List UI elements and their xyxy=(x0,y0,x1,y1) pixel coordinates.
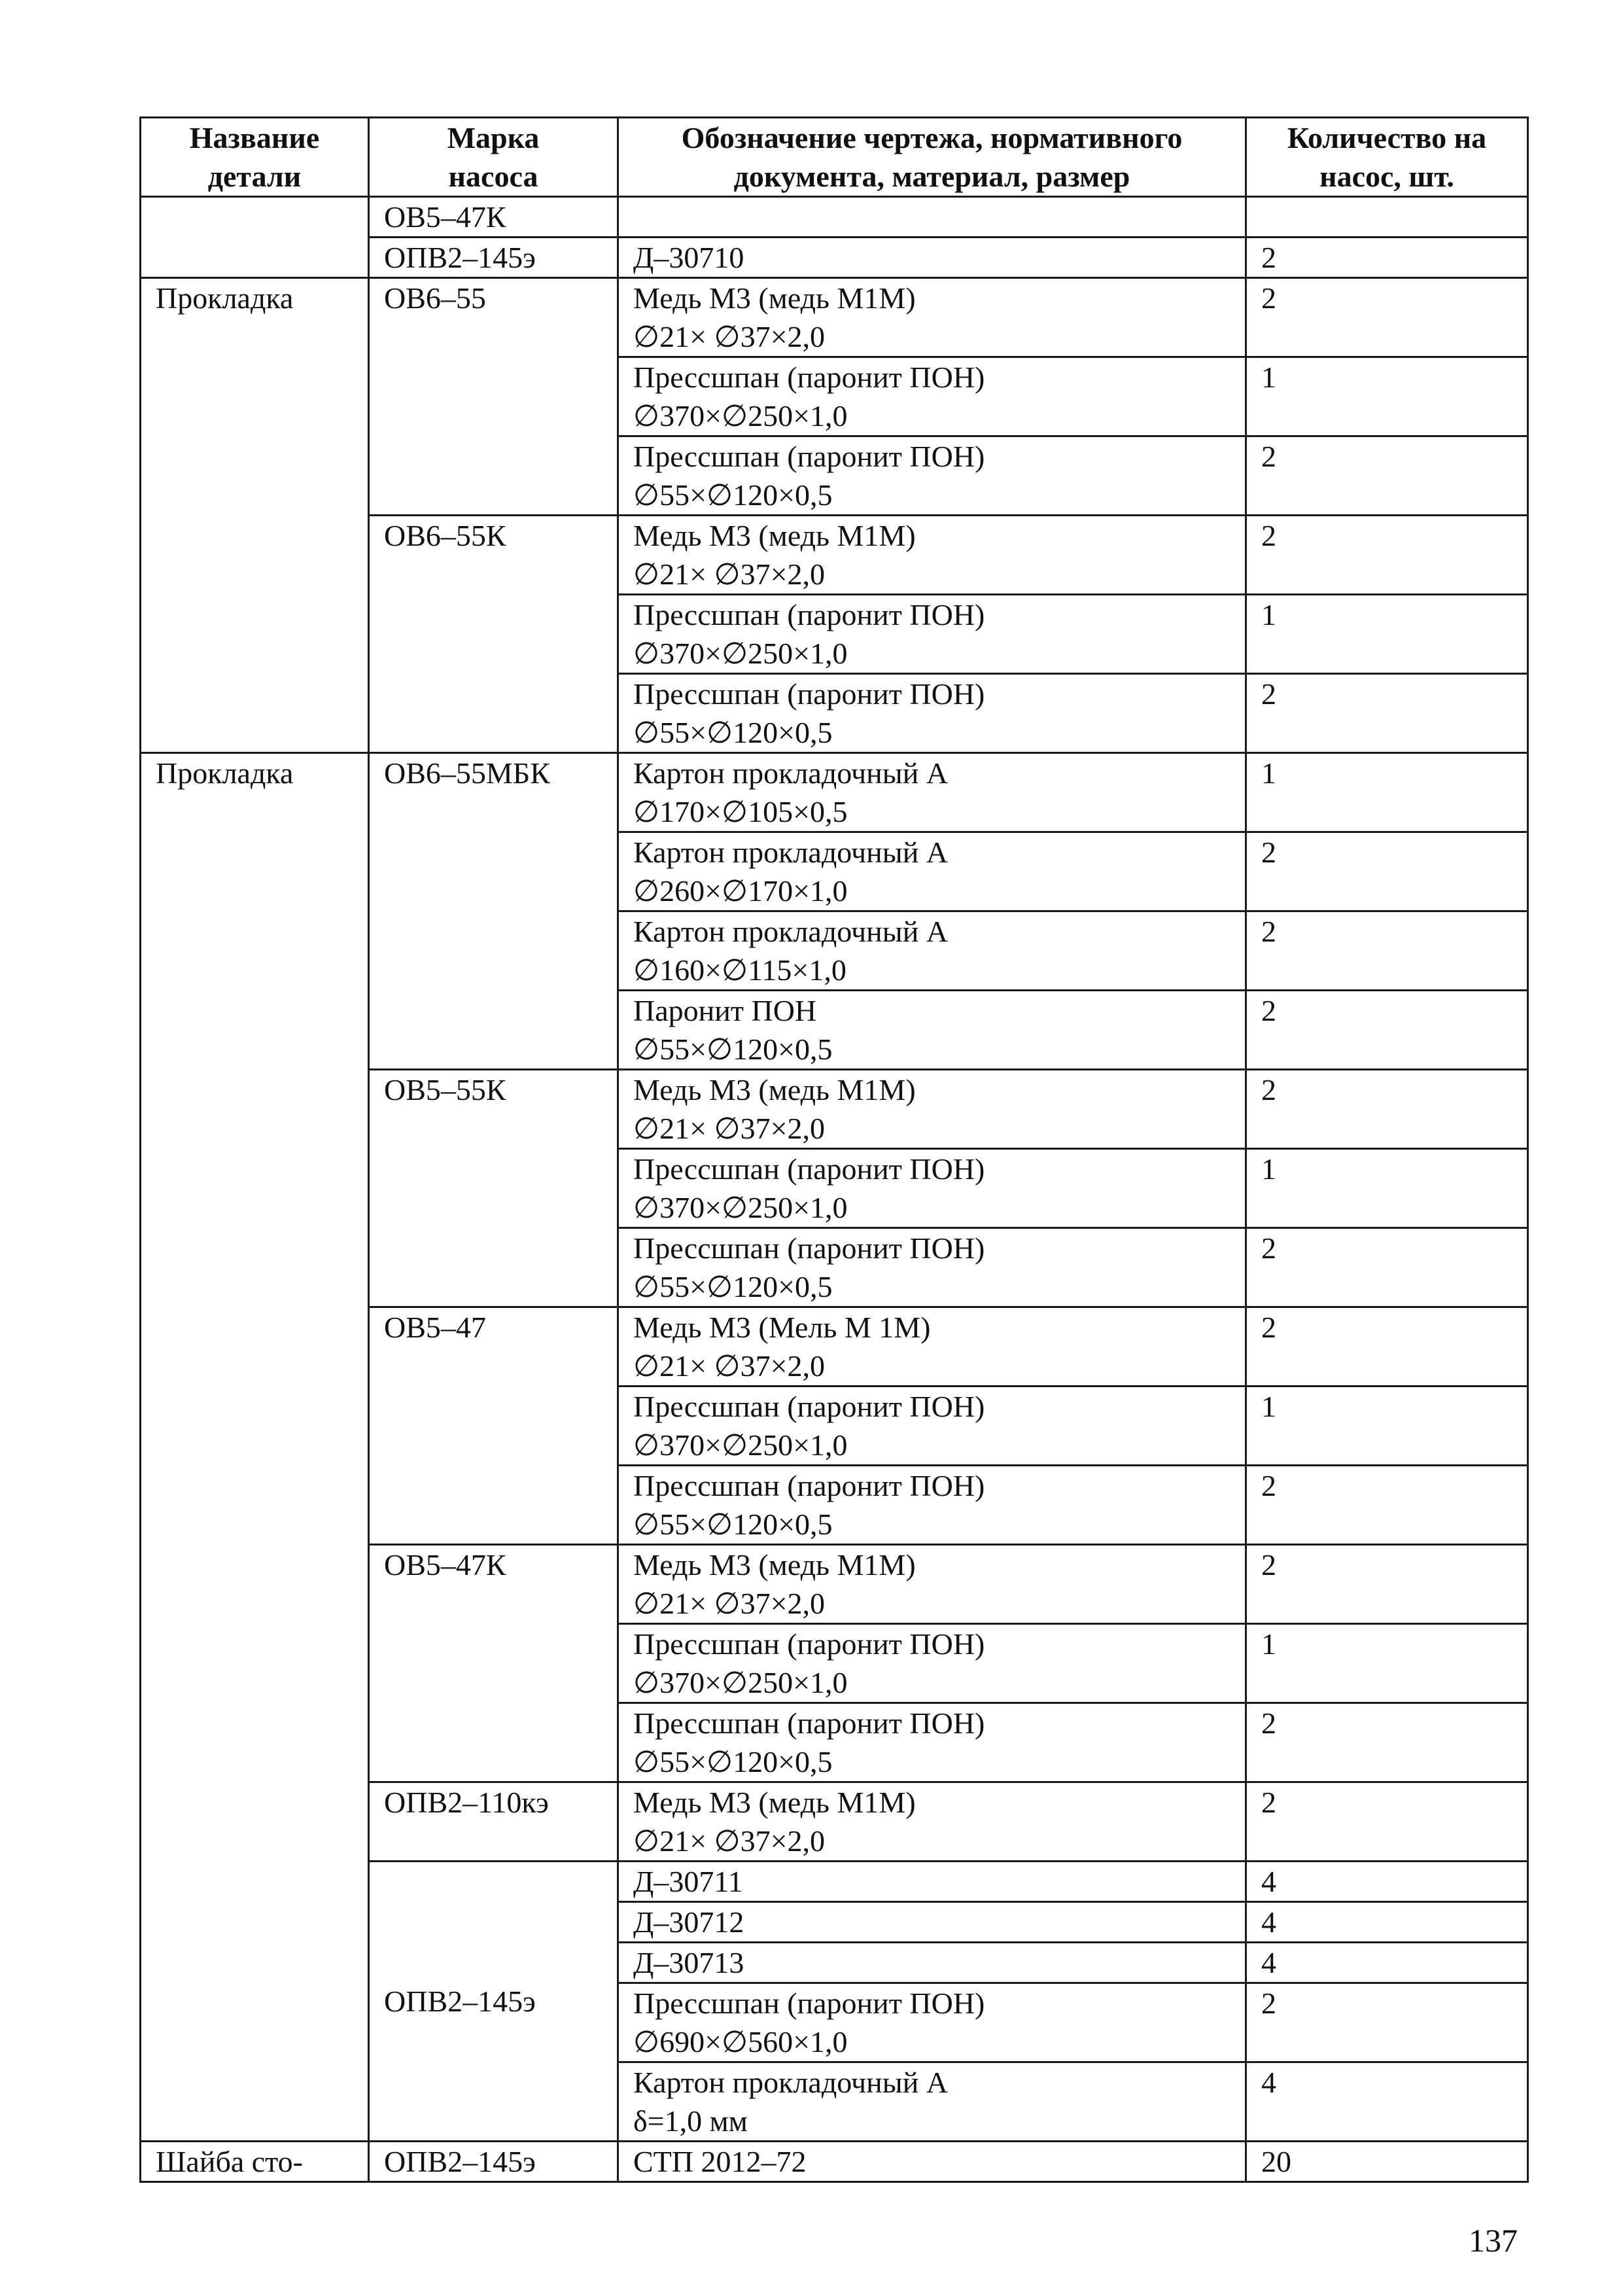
quantity-cell: 2 xyxy=(1246,1782,1528,1862)
part-name-cell xyxy=(141,197,369,278)
designation-cell xyxy=(618,1386,1246,1466)
part-name-cell: Прокладка xyxy=(141,278,369,753)
pump-brand-cell: ОВ5–47 xyxy=(369,1307,618,1545)
designation-line: ∅21× ∅37×2,0 xyxy=(633,1824,826,1858)
designation-line: Медь М3 (медь М1М) xyxy=(633,519,916,552)
designation-cell xyxy=(618,832,1246,911)
designation-line: ∅160×∅115×1,0 xyxy=(633,953,846,987)
designation-line: Медь М3 (Мель М 1М) xyxy=(633,1311,931,1344)
designation-cell xyxy=(618,1228,1246,1307)
designation-line: Картон прокладочный А xyxy=(633,2066,949,2099)
quantity-cell: 2 xyxy=(1246,1703,1528,1782)
designation-cell xyxy=(618,1703,1246,1782)
quantity-cell: 2 xyxy=(1246,1228,1528,1307)
designation-line: Прессшпан (паронит ПОН) xyxy=(633,677,985,711)
designation-line: ∅21× ∅37×2,0 xyxy=(633,320,826,353)
designation-line: ∅55×∅120×0,5 xyxy=(633,478,833,512)
quantity-cell: 2 xyxy=(1246,516,1528,595)
designation-line: Прессшпан (паронит ПОН) xyxy=(633,361,985,394)
quantity-cell: 1 xyxy=(1246,1624,1528,1703)
quantity-cell: 2 xyxy=(1246,436,1528,516)
quantity-cell: 1 xyxy=(1246,357,1528,436)
designation-cell xyxy=(618,278,1246,357)
designation-line: Прессшпан (паронит ПОН) xyxy=(633,1390,985,1423)
designation-line: ∅370×∅250×1,0 xyxy=(633,1666,848,1699)
pump-brand-cell: ОПВ2–145э xyxy=(369,1862,618,2142)
pump-brand-cell: ОВ5–47К xyxy=(369,197,618,238)
quantity-cell: 1 xyxy=(1246,753,1528,832)
designation-cell xyxy=(618,595,1246,674)
pump-brand-cell: ОВ6–55МБК xyxy=(369,753,618,1070)
table-row xyxy=(141,2142,1528,2182)
quantity-cell: 2 xyxy=(1246,1466,1528,1545)
quantity-cell: 2 xyxy=(1246,991,1528,1070)
table-body xyxy=(141,197,1528,2182)
table-row xyxy=(141,753,1528,832)
designation-line: ∅370×∅250×1,0 xyxy=(633,1191,848,1224)
pump-brand-cell: ОВ5–47К xyxy=(369,1545,618,1782)
pump-brand-cell: ОВ6–55 xyxy=(369,278,618,516)
header-row xyxy=(141,118,1528,197)
designation-line: ∅370×∅250×1,0 xyxy=(633,1428,848,1462)
quantity-cell: 4 xyxy=(1246,1862,1528,1902)
quantity-cell: 4 xyxy=(1246,1902,1528,1943)
designation-line: Прессшпан (паронит ПОН) xyxy=(633,1231,985,1265)
designation-line: Д–30713 xyxy=(633,1946,744,1979)
designation-line: ∅370×∅250×1,0 xyxy=(633,399,848,433)
designation-line: Прессшпан (паронит ПОН) xyxy=(633,1152,985,1186)
designation-cell xyxy=(618,1943,1246,1983)
designation-line: Картон прокладочный А xyxy=(633,915,949,948)
quantity-cell: 2 xyxy=(1246,1307,1528,1386)
designation-cell xyxy=(618,357,1246,436)
designation-line: Д–30711 xyxy=(633,1865,743,1898)
header-part-name: Название детали xyxy=(141,118,369,197)
designation-line: ∅21× ∅37×2,0 xyxy=(633,1349,826,1383)
designation-cell xyxy=(618,1070,1246,1149)
page-number: 137 xyxy=(1469,2222,1518,2259)
quantity-cell: 1 xyxy=(1246,1386,1528,1466)
designation-cell xyxy=(618,991,1246,1070)
designation-cell xyxy=(618,753,1246,832)
header-drawing-designation: Обозначение чертежа, нормативного документа, материал, размер xyxy=(618,118,1246,197)
designation-cell xyxy=(618,2062,1246,2142)
pump-brand-cell: ОПВ2–110кэ xyxy=(369,1782,618,1862)
quantity-cell: 4 xyxy=(1246,2062,1528,2142)
designation-line: Картон прокладочный А xyxy=(633,756,949,790)
designation-line: ∅55×∅120×0,5 xyxy=(633,716,833,749)
designation-line: Картон прокладочный А xyxy=(633,836,949,869)
part-name-cell: Шайба сто- xyxy=(141,2142,369,2182)
quantity-cell: 2 xyxy=(1246,911,1528,991)
designation-cell xyxy=(618,1782,1246,1862)
table-row xyxy=(141,278,1528,357)
pump-brand-cell: ОПВ2–145э xyxy=(369,238,618,278)
designation-line: Прессшпан (паронит ПОН) xyxy=(633,1706,985,1740)
designation-line: ∅21× ∅37×2,0 xyxy=(633,1587,826,1620)
header-quantity: Количество на насос, шт. xyxy=(1246,118,1528,197)
designation-line: СТП 2012–72 xyxy=(633,2145,807,2178)
part-name-cell: Прокладка xyxy=(141,753,369,2142)
designation-line: ∅55×∅120×0,5 xyxy=(633,1745,833,1778)
designation-cell xyxy=(618,911,1246,991)
header-pump-brand: Марка насоса xyxy=(369,118,618,197)
designation-line: ∅260×∅170×1,0 xyxy=(633,874,848,908)
designation-line: Д–30710 xyxy=(633,241,744,274)
designation-cell xyxy=(618,516,1246,595)
designation-line: ∅170×∅105×0,5 xyxy=(633,795,848,828)
quantity-cell xyxy=(1246,197,1528,238)
parts-table xyxy=(139,116,1529,2183)
quantity-cell: 2 xyxy=(1246,832,1528,911)
designation-cell xyxy=(618,1466,1246,1545)
designation-line: Медь М3 (медь М1М) xyxy=(633,1786,916,1819)
designation-line: Медь М3 (медь М1М) xyxy=(633,1073,916,1106)
quantity-cell: 2 xyxy=(1246,674,1528,753)
pump-brand-cell: ОПВ2–145э xyxy=(369,2142,618,2182)
designation-line: Медь М3 (медь М1М) xyxy=(633,281,916,315)
designation-line: Прессшпан (паронит ПОН) xyxy=(633,1469,985,1502)
designation-line: ∅55×∅120×0,5 xyxy=(633,1033,833,1066)
designation-line: ∅55×∅120×0,5 xyxy=(633,1508,833,1541)
quantity-cell: 20 xyxy=(1246,2142,1528,2182)
designation-line: Прессшпан (паронит ПОН) xyxy=(633,440,985,473)
designation-cell xyxy=(618,436,1246,516)
designation-line: Прессшпан (паронит ПОН) xyxy=(633,598,985,631)
pump-brand-cell: ОВ5–55К xyxy=(369,1070,618,1307)
quantity-cell: 2 xyxy=(1246,238,1528,278)
designation-line: Прессшпан (паронит ПОН) xyxy=(633,1987,985,2020)
designation-cell xyxy=(618,238,1246,278)
designation-cell xyxy=(618,1545,1246,1624)
designation-line: Медь М3 (медь М1М) xyxy=(633,1548,916,1581)
quantity-cell: 2 xyxy=(1246,278,1528,357)
designation-cell xyxy=(618,1983,1246,2062)
designation-cell xyxy=(618,2142,1246,2182)
designation-line: ∅21× ∅37×2,0 xyxy=(633,557,826,591)
quantity-cell: 1 xyxy=(1246,1149,1528,1228)
quantity-cell: 2 xyxy=(1246,1545,1528,1624)
designation-line: Прессшпан (паронит ПОН) xyxy=(633,1627,985,1661)
designation-line: ∅21× ∅37×2,0 xyxy=(633,1112,826,1145)
designation-cell xyxy=(618,1149,1246,1228)
designation-cell xyxy=(618,197,1246,238)
quantity-cell: 4 xyxy=(1246,1943,1528,1983)
designation-cell xyxy=(618,1862,1246,1902)
designation-line: Д–30712 xyxy=(633,1905,744,1939)
table-row xyxy=(141,197,1528,238)
designation-cell xyxy=(618,1307,1246,1386)
designation-cell xyxy=(618,1624,1246,1703)
designation-line: ∅55×∅120×0,5 xyxy=(633,1270,833,1303)
designation-line: Паронит ПОН xyxy=(633,994,817,1027)
quantity-cell: 2 xyxy=(1246,1070,1528,1149)
designation-cell xyxy=(618,674,1246,753)
designation-cell xyxy=(618,1902,1246,1943)
designation-line: δ=1,0 мм xyxy=(633,2104,748,2138)
quantity-cell: 2 xyxy=(1246,1983,1528,2062)
quantity-cell: 1 xyxy=(1246,595,1528,674)
designation-line: ∅690×∅560×1,0 xyxy=(633,2025,848,2058)
pump-brand-cell: ОВ6–55К xyxy=(369,516,618,753)
designation-line: ∅370×∅250×1,0 xyxy=(633,637,848,670)
